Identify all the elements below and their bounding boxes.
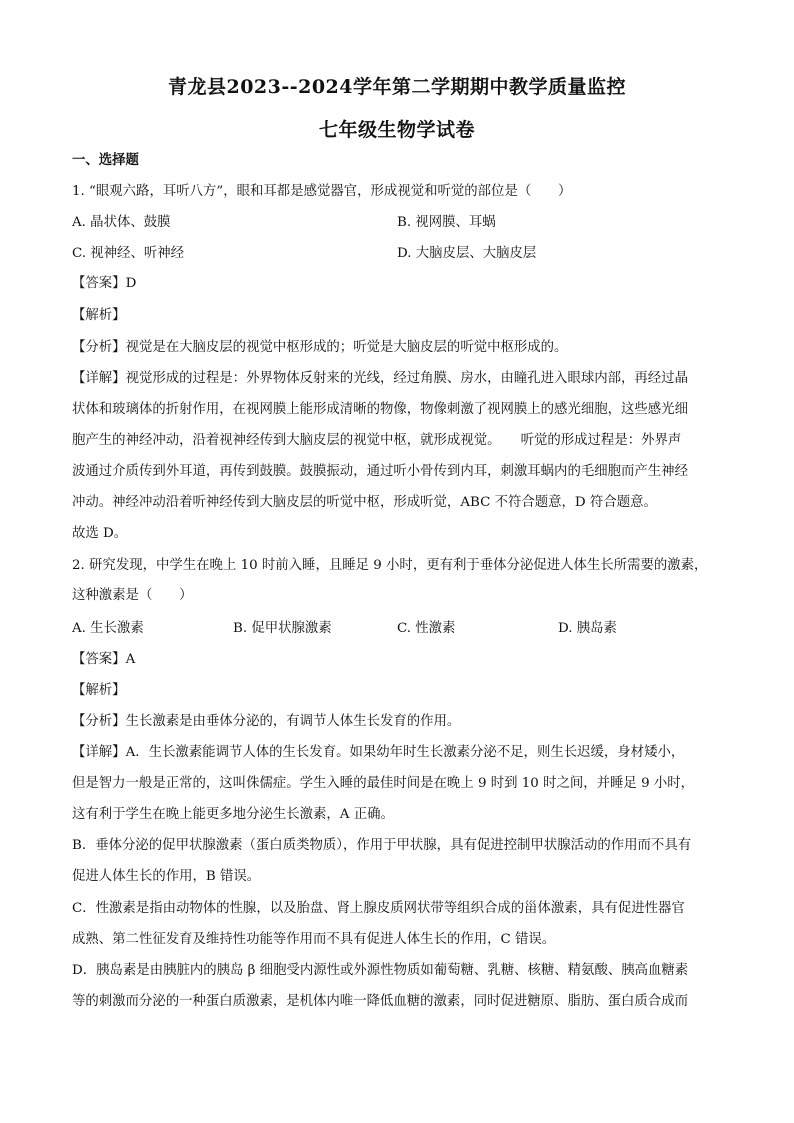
q1-answer <box>72 274 136 294</box>
q2-detail-line-2: 但是智力一般是正常的，这叫侏儒症。学生入睡的最佳时间是在晚上 9 时到 10 时之间，并睡足 9 小时， <box>72 776 695 791</box>
q1-detail-line-3: 胞产生的神经冲动，沿着视神经传到大脑皮层的视觉中枢，就形成视觉。 听觉的形成过程是：外界声 <box>72 433 682 448</box>
q2-b-line-2: 促进人体生长的作用，B 错误。 <box>72 869 261 884</box>
q2-stem-line-1: 2. 研究发现，中学生在晚上 10 时前入睡，且睡足 9 小时，更有利于垂体分泌促进人体生长所需要的激素， <box>72 558 708 573</box>
q1-choose: 故选 D。 <box>72 526 128 541</box>
q2-detail-line-3: 这有利于学生在晚上能更多地分泌生长激素，A 正确。 <box>72 807 394 822</box>
q1-detail-line-1 <box>72 369 688 389</box>
q2-answer <box>72 650 135 670</box>
q1-detail-line-2: 状体和玻璃体的折射作用，在视网膜上能形成清晰的物像，物像刺激了视网膜上的感光细胞，这些感光细 <box>72 402 688 417</box>
exam-subtitle: 七年级生物学试卷 <box>318 119 475 141</box>
q2-stem-line-2: 这种激素是（ ） <box>72 588 193 603</box>
q1-option-a: A. 晶状体、鼓膜 <box>72 215 171 230</box>
q2-option-a: A. 生长激素 <box>72 621 144 636</box>
q1-fenxi-tag: 【分析】 <box>72 340 126 355</box>
q2-fenxi-text: 生长激素是由垂体分泌的，有调节人体生长发育的作用。 <box>125 714 461 729</box>
q2-fenxi-tag: 【分析】 <box>72 714 126 729</box>
q2-option-d: D. 胰岛素 <box>558 621 617 636</box>
q1-detail-line-5: 冲动。神经冲动沿着听神经传到大脑皮层的听觉中枢，形成听觉，ABC 不符合题意，D 符合题意。 <box>72 495 657 510</box>
q1-analysis-tag: 【解析】 <box>72 308 126 323</box>
q2-analysis-tag: 【解析】 <box>72 683 126 698</box>
q2-option-b: B. 促甲状腺激素 <box>233 621 332 636</box>
q1-fenxi-text: 视觉是在大脑皮层的视觉中枢形成的；听觉是大脑皮层的听觉中枢形成的。 <box>125 340 568 355</box>
q1-answer-value: D <box>125 276 137 291</box>
exam-title: 青龙县2023--2024学年第二学期期中教学质量监控 <box>167 76 627 98</box>
q1-option-b: B. 视网膜、耳蜗 <box>397 215 496 230</box>
q2-detail-tag: 【详解】 <box>72 745 126 760</box>
q2-c-line-1: C．性激素是指由动物体的性腺，以及胎盘、肾上腺皮质网状带等组织合成的甾体激素，具有促进性器官 <box>72 901 685 916</box>
q1-detail-text-1: 视觉形成的过程是：外界物体反射来的光线，经过角膜、房水，由瞳孔进入眼球内部，再经过晶 <box>125 371 688 386</box>
section-heading: 一、选择题 <box>72 152 139 168</box>
q2-d-line-2: 等的刺激而分泌的一种蛋白质激素，是机体内唯一降低血糖的激素，同时促进糖原、脂肪、蛋白质合成而 <box>72 994 688 1009</box>
q1-fenxi <box>72 338 567 358</box>
q1-option-c: C. 视神经、听神经 <box>72 246 185 261</box>
q1-detail-tag: 【详解】 <box>72 371 126 386</box>
q1-answer-tag: 【答案】 <box>72 276 126 291</box>
q2-detail-text-1: A．生长激素能调节人体的生长发育。如果幼年时生长激素分泌不足，则生长迟缓，身材矮小， <box>125 745 685 760</box>
q1-stem: 1. “眼观六路，耳听八方”，眼和耳都是感觉器官，形成视觉和听觉的部位是（ ） <box>72 184 572 199</box>
q2-option-c: C. 性激素 <box>397 621 456 636</box>
q2-answer-tag: 【答案】 <box>72 652 126 667</box>
q2-c-line-2: 成熟、第二性征发育及维持性功能等作用而不具有促进人体生长的作用，C 错误。 <box>72 932 556 947</box>
q1-detail-line-4: 波通过介质传到外耳道，再传到鼓膜。鼓膜振动，通过听小骨传到内耳，刺激耳蜗内的毛细胞而产生神经 <box>72 464 688 479</box>
q2-detail-line-1 <box>72 743 684 763</box>
q2-d-line-1: D．胰岛素是由胰脏内的胰岛 β 细胞受内源性或外源性物质如葡萄糖、乳糖、核糖、精氨酸、胰高血糖素 <box>72 963 689 978</box>
q2-fenxi <box>72 712 460 732</box>
q2-b-line-1: B．垂体分泌的促甲状腺激素（蛋白质类物质），作用于甲状腺，具有促进控制甲状腺活动的作用而不具有 <box>72 838 692 853</box>
q1-option-d: D. 大脑皮层、大脑皮层 <box>397 246 537 261</box>
q2-answer-value: A <box>125 652 136 667</box>
